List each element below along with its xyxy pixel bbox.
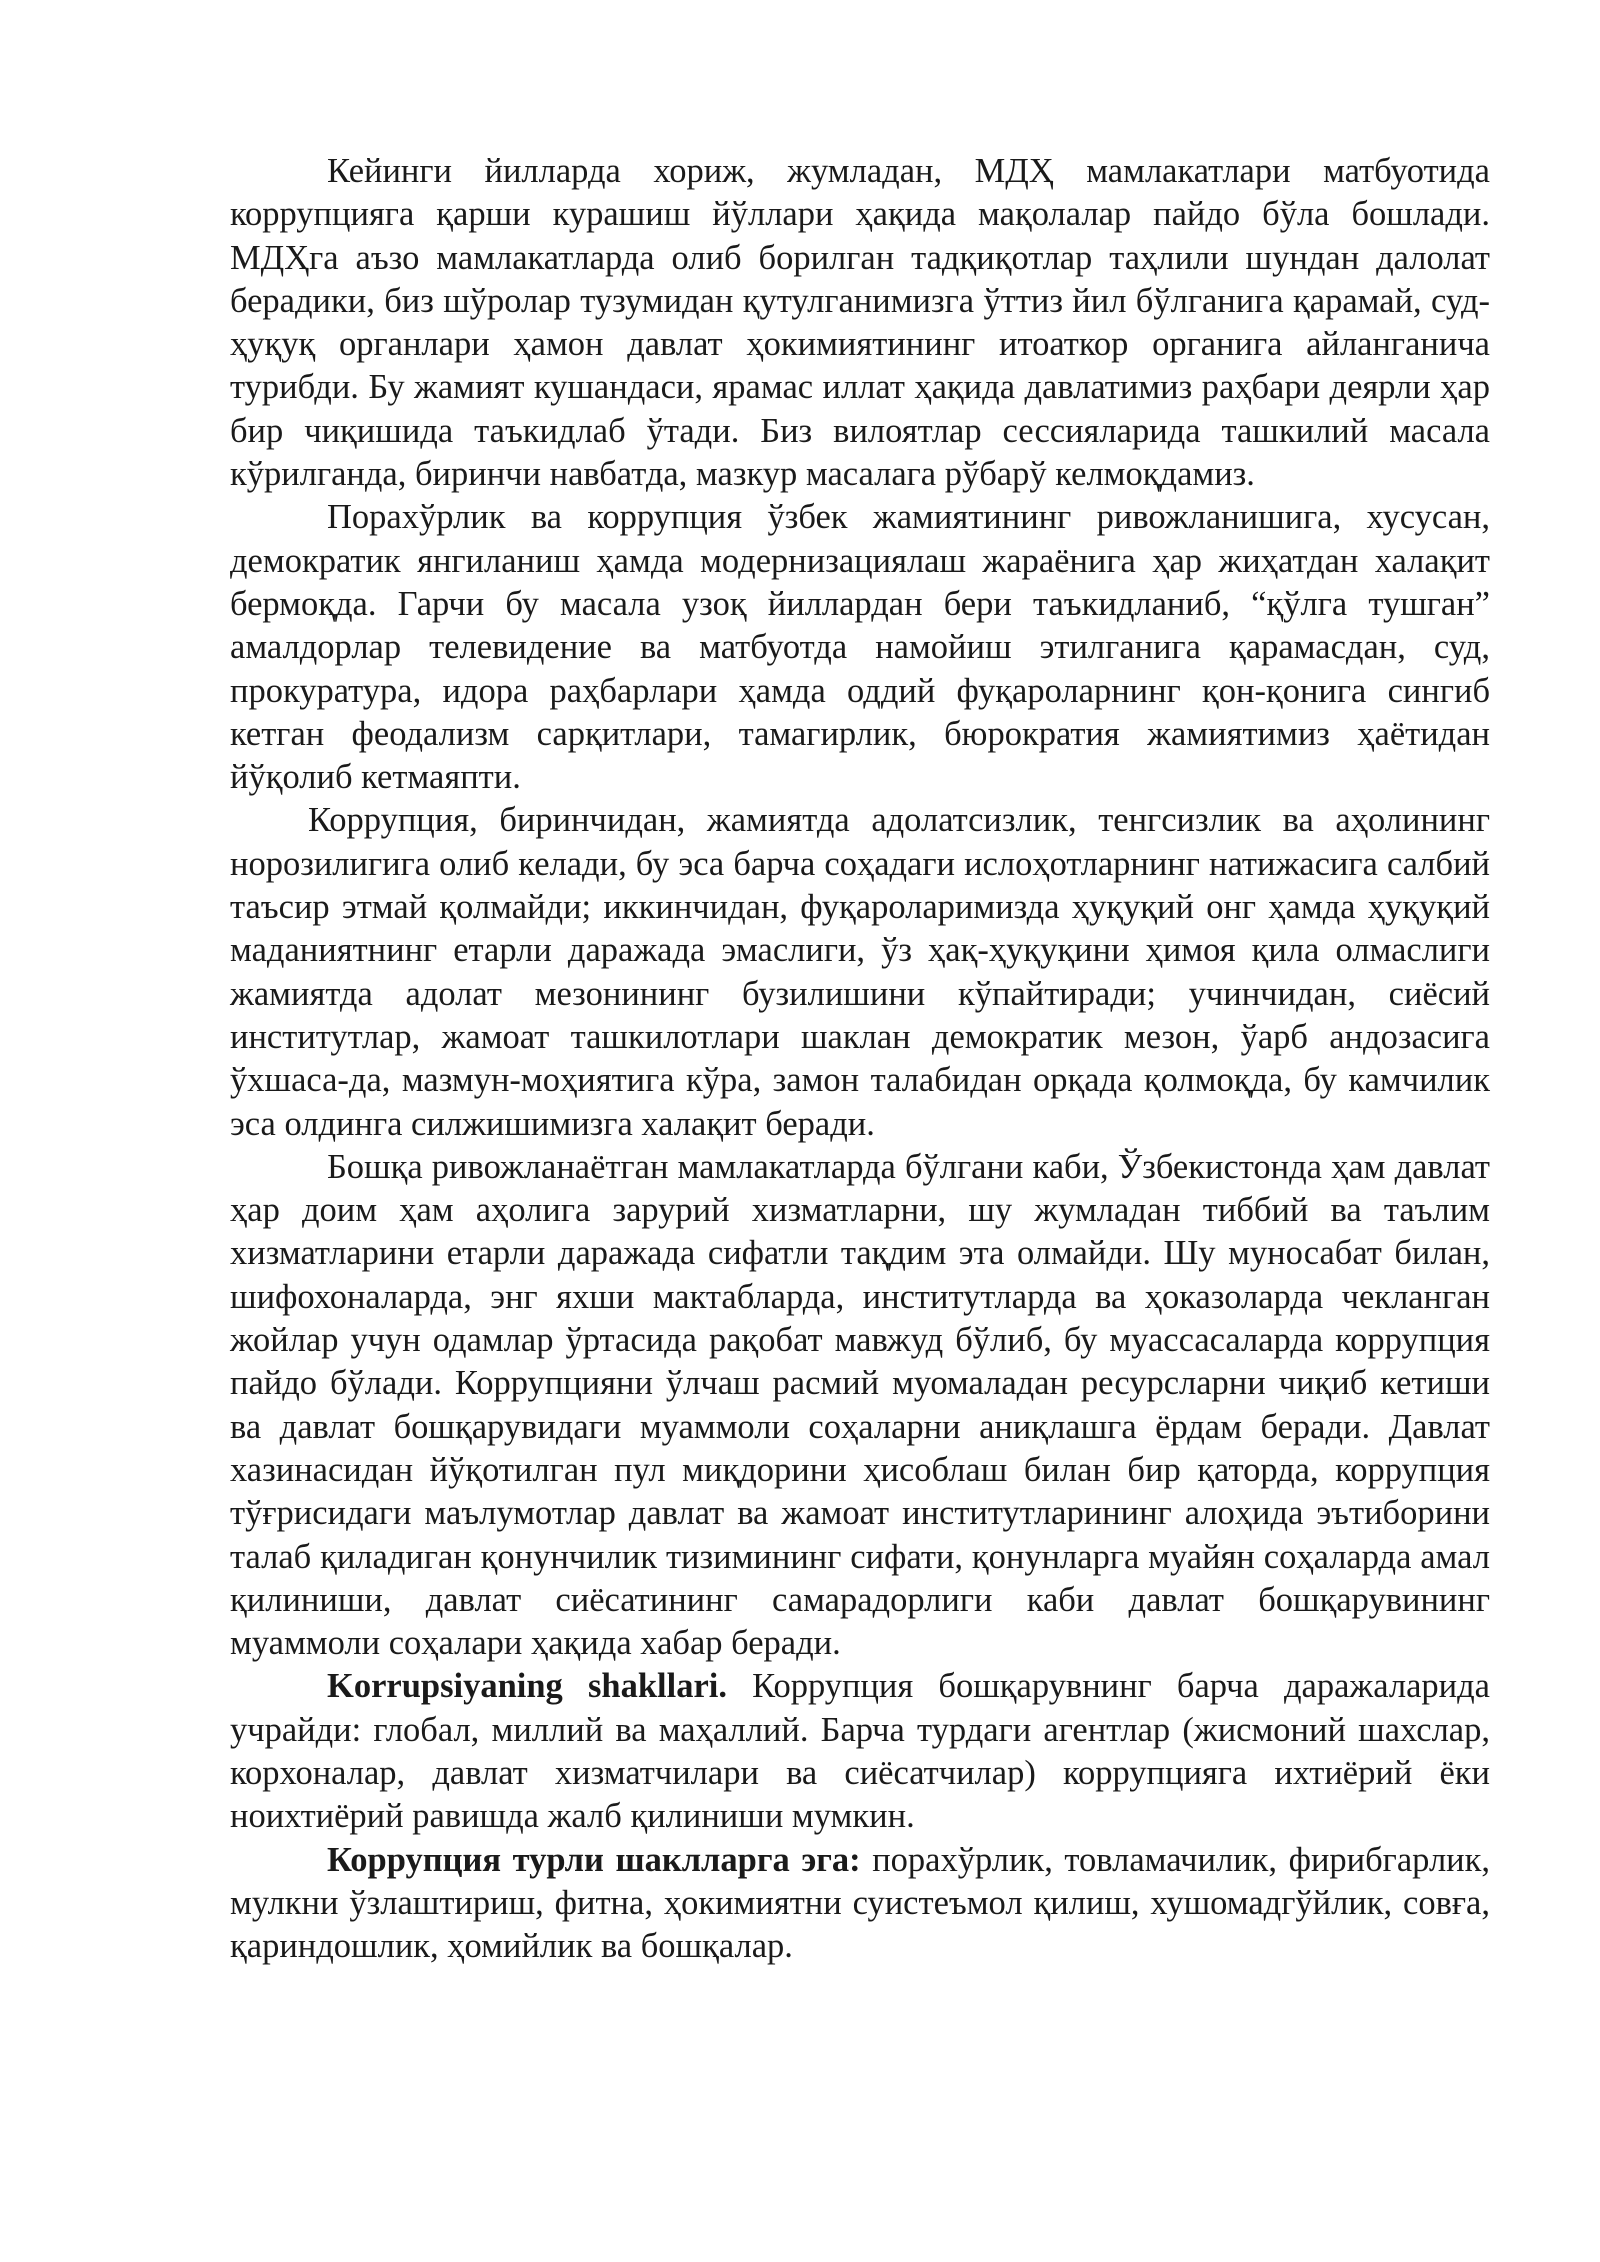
paragraph-5 (230, 1665, 1490, 1838)
paragraph-2-text: Порахўрлик ва коррупция ўзбек жамиятининг ривожланишига, хусусан, демократик янгиланиш ҳамда модернизациялаш жараёнига ҳар жиҳатдан халақит бермоқда. Гарчи бу масала узоқ йиллардан бери таъкидланиб, “қўлга тушган” амалдорлар телевидение ва матбуотда намойиш этилганига қарамасдан, суд, прокуратура, идора раҳбарлари ҳамда оддий фуқароларнинг қон-қонига сингиб кетган феодализм сарқитлари, тамагирлик, бюрократия жамиятимиз ҳаётидан йўқолиб кетмаяпти. (230, 498, 1490, 797)
paragraph-3-text: Коррупция, биринчидан, жамиятда адолатсизлик, тенгсизлик ва аҳолининг норозилигига олиб келади, бу эса барча соҳадаги ислоҳотларнинг натижасига салбий таъсир этмай қолмайди; иккинчидан, фуқароларимизда ҳуқуқий онг ҳамда ҳуқуқий маданиятнинг етарли даражада эмаслиги, ўз ҳақ-ҳуқуқини ҳимоя қила олмаслиги жамиятда адолат мезонининг бузилишини кўпайтиради; учинчидан, сиёсий институтлар, жамоат ташкилотлари шаклан демократик мезон, ўарб андозасига ўхшаса-да, мазмун-моҳиятига кўра, замон талабидан орқада қолмоқда, бу камчилик эса олдинга силжишимизга халақит беради. (230, 801, 1490, 1143)
paragraph-1 (230, 150, 1490, 496)
document-page (230, 150, 1490, 1968)
paragraph-5-text: Коррупция бошқарувнинг барча даражаларида учрайди: глобал, миллий ва маҳаллий. Барча турдаги агентлар (жисмоний шахслар, корхоналар, давлат хизматчилари ва сиёсатчилар) коррупцияга ихтиёрий ёки ноихтиёрий равишда жалб қилиниши мумкин. (230, 1667, 1490, 1836)
paragraph-4-text: Бошқа ривожланаётган мамлакатларда бўлгани каби, Ўзбекистонда ҳам давлат ҳар доим ҳам аҳолига зарурий хизматларни, шу жумладан тиббий ва таълим хизматларини етарли даражада сифатли тақдим эта олмайди. Шу муносабат билан, шифохоналарда, энг яхши мактабларда, институтларда ва ҳоказоларда чекланган жойлар учун одамлар ўртасида рақобат мавжуд бўлиб, бу муассасаларда коррупция пайдо бўлади. Коррупцияни ўлчаш расмий муомаладан ресурсларни чиқиб кетиши ва давлат бошқарувидаги муаммоли соҳаларни аниқлашга ёрдам беради. Давлат хазинасидан йўқотилган пул миқдорини ҳисоблаш билан бир қаторда, коррупция тўғрисидаги маълумотлар давлат ва жамоат институтларининг алоҳида эътиборини талаб қиладиган қонунчилик тизимининг сифати, қонунларга муайян соҳаларда амал қилиниши, давлат сиёсатининг самарадорлиги каби давлат бошқарувининг муаммоли соҳалари ҳақида хабар беради. (230, 1147, 1490, 1663)
paragraph-3 (230, 799, 1490, 1145)
paragraph-4 (230, 1146, 1490, 1666)
paragraph-2 (230, 496, 1490, 799)
paragraph-1-text: Кейинги йилларда хориж, жумладан, МДҲ мамлакатлари матбуотида коррупцияга қарши курашиш йўллари ҳақида мақолалар пайдо бўла бошлади. МДҲга аъзо мамлакатларда олиб борилган тадқиқотлар таҳлили шундан далолат берадики, биз шўролар тузумидан қутулганимизга ўттиз йил бўлганига қарамай, суд-ҳуқуқ органлари ҳамон давлат ҳокимиятининг итоаткор органига айланганича турибди. Бу жамият кушандаси, ярамас иллат ҳақида давлатимиз раҳбари деярли ҳар бир чиқишида таъкидлаб ўтади. Биз вилоятлар сессияларида ташкилий масала кўрилганда, биринчи навбатда, мазкур масалага рўбарў келмоқдамиз. (230, 152, 1490, 494)
paragraph-5-heading: Korrupsiyaning shakllari. (327, 1667, 727, 1706)
paragraph-6-heading: Коррупция турли шаклларга эга: (327, 1840, 861, 1879)
paragraph-6 (230, 1839, 1490, 1969)
paragraph-6-text: порахўрлик, товламачилик, фирибгарлик, мулкни ўзлаштириш, фитна, ҳокимиятни суистеъмол қилиш, хушомадгўйлик, совға, қариндошлик, ҳомийлик ва бошқалар. (230, 1840, 1491, 1966)
